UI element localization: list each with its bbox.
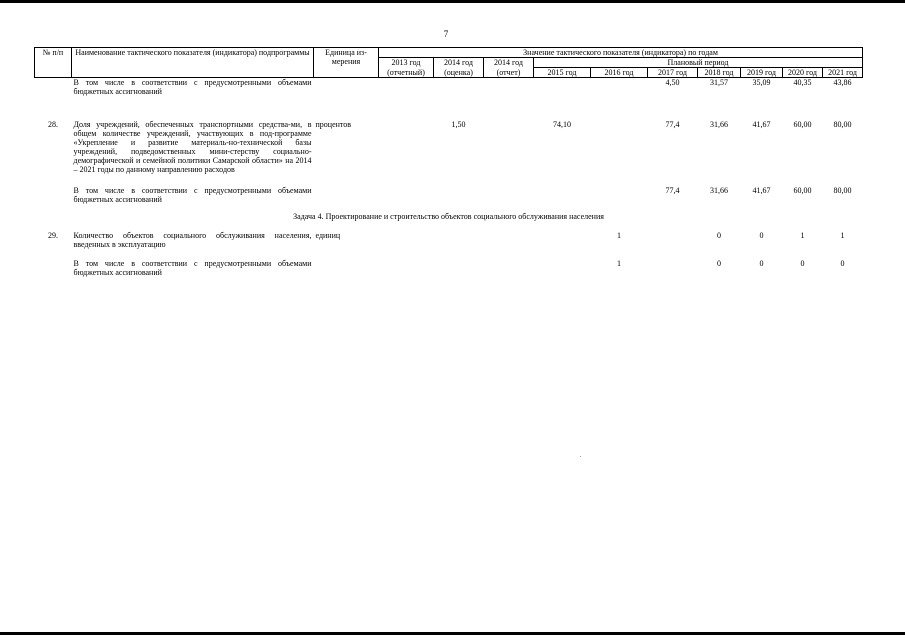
row-num: 28.	[48, 120, 58, 129]
cell-2019: 41,67	[752, 120, 771, 129]
row-num	[35, 259, 72, 277]
header-2013-sub: (отчетный)	[379, 68, 434, 78]
page-number: 7	[443, 29, 449, 39]
cell-2020: 0	[800, 259, 805, 268]
cell-2017: 77,4	[665, 120, 680, 129]
cell-2020: 60,00	[793, 120, 812, 129]
cell-2018: 31,66	[710, 186, 728, 195]
cell-2021: 0	[840, 259, 845, 268]
header-2013: 2013 год	[379, 58, 434, 68]
table-header	[35, 48, 863, 78]
header-2016: 2016 год	[591, 68, 648, 78]
row-num: 29.	[48, 231, 58, 240]
cell-2016: 1	[617, 259, 621, 268]
header-plan-period: Плановый период	[534, 58, 863, 68]
header-2015: 2015 год	[534, 68, 591, 78]
header-2019: 2019 год	[741, 68, 783, 78]
cell-2021: 80,00	[833, 120, 852, 129]
row-name: Доля учреждений, обеспеченных транспортными средства-ми, в общем количестве учреждений, участвующих в под-программе «Укрепление и развитие материаль-но-технической базы учреждений, подведомственных мини-стерству социально-демографической и семейной политики Самарской области» на 2014 – 2021 годы по данному направлению расходов	[73, 120, 312, 174]
cell-2019: 0	[759, 259, 764, 268]
cell-2021: 1	[840, 231, 845, 240]
row-num	[35, 186, 72, 204]
cell-2014-estimate: 1,50	[451, 120, 466, 129]
scan-speck	[580, 456, 581, 457]
cell-2020: 60,00	[793, 186, 812, 195]
cell-2014-estimate	[434, 78, 484, 97]
table-row	[35, 78, 863, 97]
cell-2014-report	[484, 78, 534, 97]
section-title: Задача 4. Проектирование и строительство объектов социального обслуживания населения	[293, 212, 604, 221]
indicators-table	[34, 47, 863, 277]
header-num: № п/п	[35, 48, 72, 78]
cell-2015	[534, 186, 591, 204]
row-num	[35, 78, 72, 97]
cell-2015	[534, 78, 591, 97]
header-values-title: Значение тактического показателя (индикатора) по годам	[379, 48, 863, 58]
cell-2018: 31,66	[710, 120, 728, 129]
table-row	[35, 186, 863, 204]
cell-2019: 41,67	[752, 186, 771, 195]
table-row	[35, 259, 863, 277]
cell-2019: 0	[759, 231, 764, 240]
bottom-border	[0, 632, 905, 635]
cell-2013	[379, 259, 434, 277]
row-unit: единиц	[315, 231, 341, 240]
cell-2013	[379, 231, 434, 249]
header-2017: 2017 год	[648, 68, 698, 78]
top-border	[0, 0, 905, 3]
cell-2014-report	[484, 231, 534, 249]
cell-2013	[379, 78, 434, 97]
header-2020: 2020 год	[783, 68, 823, 78]
section-row	[35, 212, 863, 221]
cell-2016	[591, 78, 648, 97]
row-unit	[314, 186, 379, 204]
cell-2016: 1	[617, 231, 621, 240]
header-2018: 2018 год	[698, 68, 741, 78]
cell-2019: 35,09	[752, 78, 771, 87]
cell-2014-estimate	[434, 259, 484, 277]
row-name: В том числе в соответствии с предусмотренными объемами бюджетных ассигнований	[73, 78, 312, 96]
table-row	[35, 120, 863, 174]
cell-2017: 4,50	[665, 78, 680, 87]
cell-2014-estimate	[434, 231, 484, 249]
cell-2015	[534, 259, 591, 277]
cell-2016	[591, 186, 648, 204]
cell-2016	[591, 120, 648, 174]
header-2014-estimate-sub: (оценка)	[434, 68, 484, 78]
row-unit	[314, 259, 379, 277]
cell-2015	[534, 231, 591, 249]
cell-2017	[648, 259, 698, 277]
row-unit: процентов	[315, 120, 352, 129]
row-unit	[314, 78, 379, 97]
header-2021: 2021 год	[823, 68, 863, 78]
header-name: Наименование тактического показателя (индикатора) подпрограммы	[72, 48, 314, 78]
cell-2018: 31,57	[710, 78, 728, 87]
cell-2013	[379, 120, 434, 174]
cell-2014-report	[484, 186, 534, 204]
cell-2021: 80,00	[833, 186, 852, 195]
cell-2014-report	[484, 259, 534, 277]
cell-2020: 1	[800, 231, 805, 240]
cell-2018: 0	[717, 231, 721, 240]
cell-2020: 40,35	[793, 78, 812, 87]
cell-2014-estimate	[434, 186, 484, 204]
row-name: Количество объектов социального обслуживания населения, введенных в эксплуатацию	[73, 231, 312, 249]
header-2014-report: 2014 год	[484, 58, 534, 68]
cell-2018: 0	[717, 259, 721, 268]
cell-2021: 43,86	[833, 78, 852, 87]
row-name: В том числе в соответствии с предусмотренными объемами бюджетных ассигнований	[73, 186, 312, 204]
cell-2017: 77,4	[665, 186, 680, 195]
cell-2014-report	[484, 120, 534, 174]
row-name: В том числе в соответствии с предусмотренными объемами бюджетных ассигнований	[73, 259, 312, 277]
header-2014-report-sub: (отчет)	[484, 68, 534, 78]
table-row	[35, 231, 863, 249]
cell-2015: 74,10	[553, 120, 571, 129]
header-2014-estimate: 2014 год	[434, 58, 484, 68]
cell-2013	[379, 186, 434, 204]
cell-2017	[648, 231, 698, 249]
header-unit: Единица из-мерения	[314, 48, 379, 78]
